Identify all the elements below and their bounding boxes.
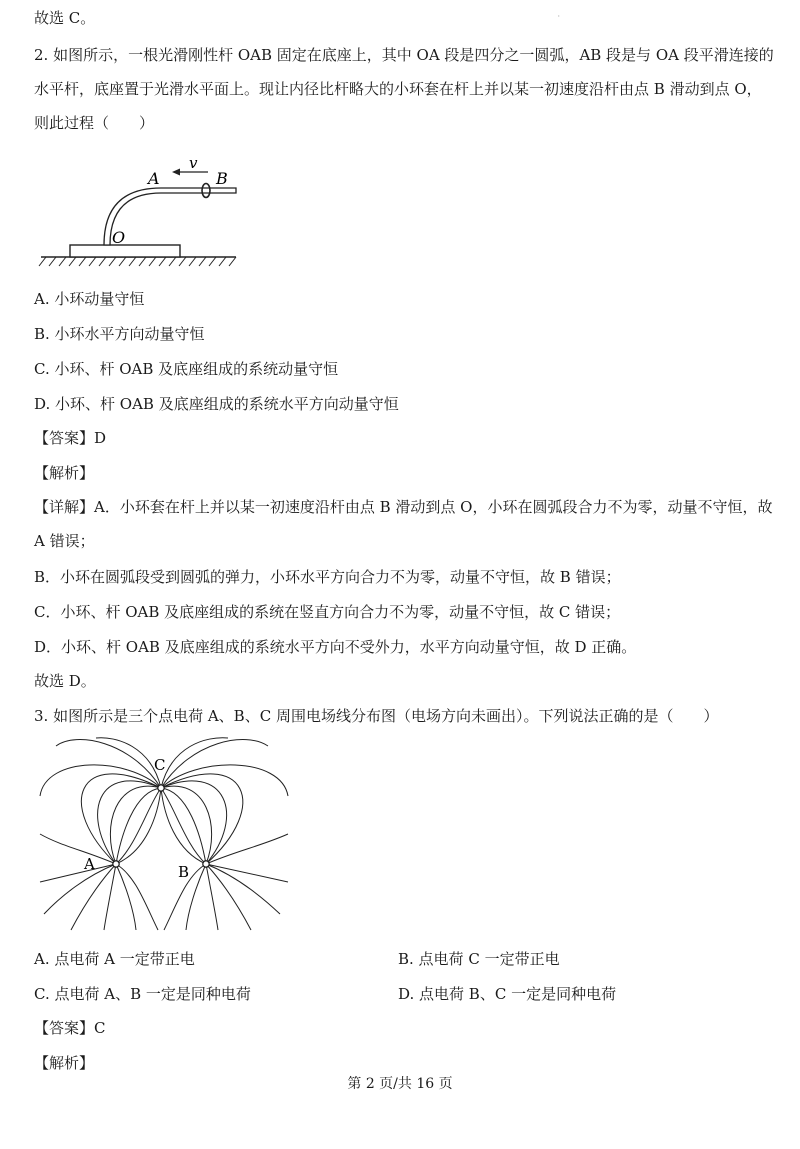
q2-option-c: C. 小环、杆 OAB 及底座组成的系统动量守恒 xyxy=(34,360,339,378)
q2-figure xyxy=(36,150,246,270)
field-line xyxy=(98,781,161,864)
q2-analysis-title: 【解析】 xyxy=(34,464,95,482)
field-line xyxy=(161,774,243,864)
field-line xyxy=(206,864,218,930)
q3-option-c: C. 点电荷 A、B 一定是同种电荷 xyxy=(34,985,251,1003)
velocity-arrowhead xyxy=(172,169,180,176)
label-a: A xyxy=(148,169,160,188)
field-line xyxy=(44,864,116,914)
q3-stem: 3. 如图所示是三个点电荷 A、B、C 周围电场线分布图（电场方向未画出）。下列说法正确的是（ ） xyxy=(34,707,719,725)
field-line xyxy=(116,864,158,930)
prev-conclusion: 故选 C。 xyxy=(34,9,96,27)
label-o: O xyxy=(112,228,126,247)
field-line xyxy=(40,864,116,882)
q2-detail-c: C．小环、杆 OAB 及底座组成的系统在竖直方向合力不为零，动量不守恒，故 C 错误； xyxy=(34,603,621,621)
q2-option-d: D. 小环、杆 OAB 及底座组成的系统水平方向动量守恒 xyxy=(34,395,399,413)
field-line xyxy=(161,765,288,796)
q2-conclusion: 故选 D。 xyxy=(34,672,96,690)
field-line xyxy=(161,788,206,864)
q3-option-b: B. 点电荷 C 一定带正电 xyxy=(398,950,560,968)
q2-option-b: B. 小环水平方向动量守恒 xyxy=(34,325,205,343)
q3-field-figure xyxy=(36,736,296,932)
page-footer: 第 2 页/共 16 页 xyxy=(347,1076,453,1092)
charge-b xyxy=(203,861,209,867)
field-line xyxy=(116,788,161,864)
q2-detail-d: D．小环、杆 OAB 及底座组成的系统水平方向不受外力，水平方向动量守恒，故 D 正确。 xyxy=(34,638,637,656)
q3-option-d: D. 点电荷 B、C 一定是同种电荷 xyxy=(398,985,617,1003)
q2-answer: 【答案】D xyxy=(34,429,107,447)
field-line xyxy=(206,834,288,864)
charge-c xyxy=(158,785,164,791)
label-v: v xyxy=(189,154,198,172)
field-line xyxy=(40,834,116,864)
q3-option-a: A. 点电荷 A 一定带正电 xyxy=(34,950,195,968)
label-b: B xyxy=(216,169,228,188)
label-c: C xyxy=(154,756,166,774)
q2-detail-b: B．小环在圆弧段受到圆弧的弹力，小环水平方向合力不为零，动量不守恒，故 B 错误； xyxy=(34,568,621,586)
label-b: B xyxy=(178,863,190,881)
charge-a xyxy=(113,861,119,867)
field-line xyxy=(116,864,136,930)
ground-hatch xyxy=(39,257,236,266)
q3-analysis-title: 【解析】 xyxy=(34,1054,95,1072)
q3-answer: 【答案】C xyxy=(34,1019,106,1037)
field-line xyxy=(71,864,116,930)
q2-stem: 2. 如图所示，一根光滑刚性杆 OAB 固定在底座上，其中 OA 段是四分之一圆弧，AB 段是与 OA 段平滑连接的水平杆，底座置于光滑水平面上。现让内径比杆略大的小环套在杆上并以某一初速度沿杆由点 B 滑动到点 O，则此过程（ ） xyxy=(34,46,774,132)
q2-option-a: A. 小环动量守恒 xyxy=(34,290,145,308)
field-line xyxy=(206,864,280,914)
q2-detail-a: 【详解】A．小环套在杆上并以某一初速度沿杆由点 B 滑动到点 O，小环在圆弧段合力不为零，动量不守恒，故 A 错误； xyxy=(34,498,773,550)
field-line xyxy=(161,781,227,864)
field-line xyxy=(81,774,161,864)
field-line xyxy=(206,864,251,930)
label-a: A xyxy=(84,855,95,873)
field-line xyxy=(104,864,116,930)
scan-mark: · xyxy=(557,12,560,21)
